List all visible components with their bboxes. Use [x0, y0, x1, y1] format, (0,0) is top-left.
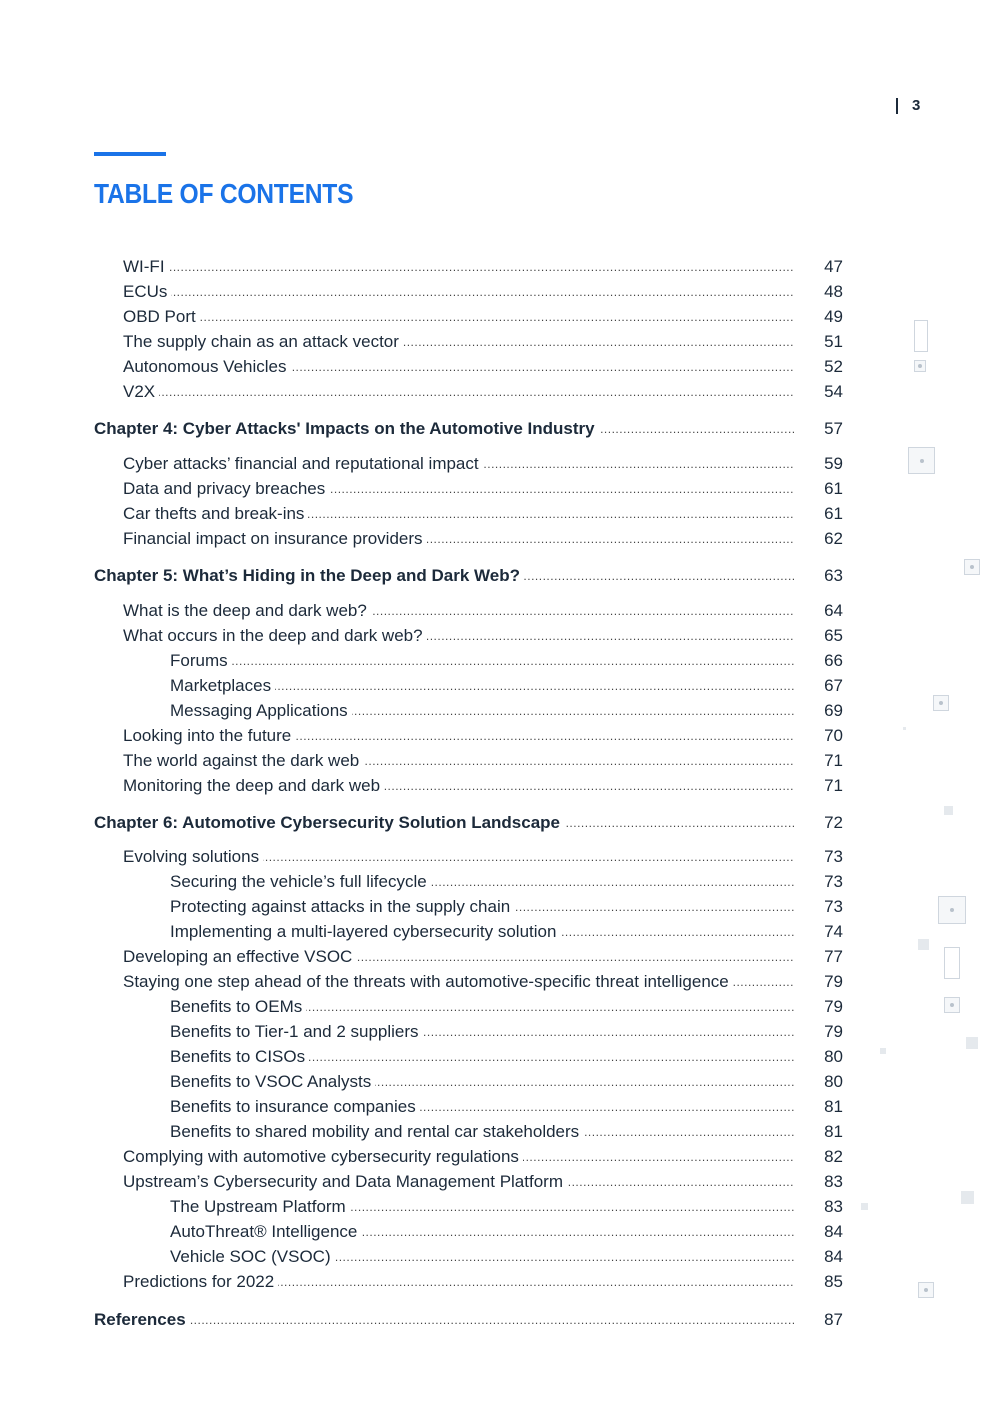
toc-entry-label: Protecting against attacks in the supply chain — [170, 896, 514, 918]
toc-entry-page: 70 — [824, 726, 843, 745]
toc-entry-page: 54 — [824, 382, 843, 401]
square-decoration-icon — [944, 806, 953, 815]
toc-subentry[interactable] — [170, 1121, 843, 1143]
toc-entry-label: Benefits to OEMs — [170, 996, 306, 1018]
toc-entry-page: 77 — [824, 947, 843, 966]
chip-decoration-icon — [914, 320, 928, 352]
toc-entry-label: Monitoring the deep and dark web — [123, 775, 384, 797]
toc-entry[interactable] — [123, 1171, 843, 1193]
toc-entry-page: 67 — [824, 676, 843, 695]
toc-subentry[interactable] — [170, 1196, 843, 1218]
toc-entry-page: 87 — [824, 1310, 843, 1329]
toc-entry-label: The world against the dark web — [123, 750, 363, 772]
square-decoration-icon — [964, 559, 980, 575]
toc-subentry[interactable] — [170, 996, 843, 1018]
toc-entry-page: 74 — [824, 922, 843, 941]
toc-subentry[interactable] — [170, 1221, 843, 1243]
toc-chapter-4[interactable] — [94, 418, 843, 440]
toc-entry-page: 80 — [824, 1047, 843, 1066]
toc-entry[interactable] — [123, 1146, 843, 1168]
toc-entry[interactable] — [123, 306, 843, 328]
toc-entry-page: 69 — [824, 701, 843, 720]
toc-subentry[interactable] — [170, 675, 843, 697]
toc-entry-label: Evolving solutions — [123, 846, 263, 868]
toc-entry-label: Data and privacy breaches — [123, 478, 329, 500]
toc-entry-page: 83 — [824, 1172, 843, 1191]
toc-entry[interactable] — [123, 453, 843, 475]
toc-entry-page: 63 — [824, 566, 843, 585]
toc-entry-page: 72 — [824, 813, 843, 832]
toc-entry-page: 49 — [824, 307, 843, 326]
toc-entry-page: 81 — [824, 1097, 843, 1116]
toc-entry-page: 48 — [824, 282, 843, 301]
toc-entry[interactable] — [123, 1271, 843, 1293]
toc-entry-page: 79 — [824, 972, 843, 991]
toc-entry-page: 71 — [824, 751, 843, 770]
square-decoration-icon — [914, 360, 926, 372]
toc-entry-label: Benefits to VSOC Analysts — [170, 1071, 375, 1093]
square-decoration-icon — [961, 1191, 974, 1204]
toc-entry-page: 83 — [824, 1197, 843, 1216]
dot-decoration-icon — [903, 727, 906, 730]
toc-entry-page: 51 — [824, 332, 843, 351]
toc-entry-page: 65 — [824, 626, 843, 645]
toc-entry-label: Upstream’s Cybersecurity and Data Management Platform — [123, 1171, 567, 1193]
toc-entry-label: Benefits to insurance companies — [170, 1096, 420, 1118]
square-decoration-icon — [966, 1037, 978, 1049]
toc-entry-label: What is the deep and dark web? — [123, 600, 371, 622]
title-accent-rule — [94, 152, 166, 156]
toc-entry-page: 61 — [824, 504, 843, 523]
toc-entry[interactable] — [123, 846, 843, 868]
toc-entry-page: 66 — [824, 651, 843, 670]
toc-subentry[interactable] — [170, 1046, 843, 1068]
dot-decoration-icon — [880, 1048, 886, 1054]
toc-entry-label: Cyber attacks’ financial and reputational impact — [123, 453, 483, 475]
square-decoration-icon — [918, 1282, 934, 1298]
toc-entry-label: Predictions for 2022 — [123, 1271, 278, 1293]
toc-entry-page: 79 — [824, 1022, 843, 1041]
toc-subentry[interactable] — [170, 1071, 843, 1093]
dot-leader — [170, 650, 794, 672]
toc-entry[interactable] — [123, 331, 843, 353]
toc-entry[interactable] — [123, 281, 843, 303]
toc-entry-label: Developing an effective VSOC — [123, 946, 356, 968]
toc-entry-label: Vehicle SOC (VSOC) — [170, 1246, 335, 1268]
square-decoration-icon — [944, 997, 960, 1013]
dot-leader — [123, 381, 794, 403]
toc-entry-page: 80 — [824, 1072, 843, 1091]
toc-entry-label: OBD Port — [123, 306, 200, 328]
toc-entry-label: Staying one step ahead of the threats with automotive-specific threat intelligence — [123, 971, 733, 993]
toc-entry-label: ECUs — [123, 281, 171, 303]
square-decoration-icon — [933, 695, 949, 711]
toc-entry-label: Implementing a multi-layered cybersecurity solution — [170, 921, 560, 943]
toc-entry[interactable] — [123, 478, 843, 500]
toc-subentry[interactable] — [170, 871, 843, 893]
square-decoration-icon — [908, 447, 935, 474]
toc-chapter-6[interactable] — [94, 812, 843, 834]
toc-entry-label: AutoThreat® Intelligence — [170, 1221, 361, 1243]
toc-entry-label: Benefits to shared mobility and rental car stakeholders — [170, 1121, 583, 1143]
toc-entry[interactable] — [123, 381, 843, 403]
toc-entry[interactable] — [123, 503, 843, 525]
toc-entry-page: 64 — [824, 601, 843, 620]
toc-chapter-label: Chapter 5: What’s Hiding in the Deep and Dark Web? — [94, 565, 524, 587]
toc-subentry[interactable] — [170, 650, 843, 672]
page-number-text: 3 — [912, 97, 921, 114]
dot-leader — [123, 256, 794, 278]
toc-entry-label: Autonomous Vehicles — [123, 356, 291, 378]
toc-entry-label: Benefits to CISOs — [170, 1046, 309, 1068]
toc-entry[interactable] — [123, 775, 843, 797]
toc-entry[interactable] — [123, 750, 843, 772]
toc-subentry[interactable] — [170, 1021, 843, 1043]
toc-entry-page: 59 — [824, 454, 843, 473]
toc-subentry[interactable] — [170, 1096, 843, 1118]
toc-entry-page: 61 — [824, 479, 843, 498]
toc-entry[interactable] — [123, 528, 843, 550]
toc-entry[interactable] — [123, 625, 843, 647]
toc-entry-page: 79 — [824, 997, 843, 1016]
toc-entry-label: Looking into the future — [123, 725, 295, 747]
toc-entry-page: 85 — [824, 1272, 843, 1291]
toc-entry-label: The Upstream Platform — [170, 1196, 350, 1218]
toc-entry-page: 73 — [824, 847, 843, 866]
toc-entry-label: What occurs in the deep and dark web? — [123, 625, 427, 647]
toc-chapter-label: Chapter 6: Automotive Cybersecurity Solution Landscape — [94, 812, 564, 834]
page-title: TABLE OF CONTENTS — [94, 178, 354, 209]
toc-entry[interactable] — [123, 256, 843, 278]
toc-entry-label: Financial impact on insurance providers — [123, 528, 427, 550]
toc-entry-label: Car thefts and break-ins — [123, 503, 308, 525]
toc-chapter-label: Chapter 4: Cyber Attacks' Impacts on the Automotive Industry — [94, 418, 599, 440]
page-number — [896, 97, 920, 114]
toc-entry-label: Complying with automotive cybersecurity regulations — [123, 1146, 523, 1168]
toc-entry-label: Benefits to Tier-1 and 2 suppliers — [170, 1021, 423, 1043]
toc-entry-page: 84 — [824, 1247, 843, 1266]
toc-entry-page: 82 — [824, 1147, 843, 1166]
page-number-divider — [896, 98, 898, 114]
toc-entry-label: Marketplaces — [170, 675, 275, 697]
dot-decoration-icon — [861, 1203, 868, 1210]
toc-entry[interactable] — [123, 600, 843, 622]
toc-entry-label: WI-FI — [123, 256, 169, 278]
toc-entry[interactable] — [123, 971, 843, 993]
toc-entry-page: 47 — [824, 257, 843, 276]
toc-entry-label: The supply chain as an attack vector — [123, 331, 403, 353]
dot-leader — [123, 281, 794, 303]
toc-entry-label: Forums — [170, 650, 232, 672]
toc-entry-page: 52 — [824, 357, 843, 376]
toc-subentry[interactable] — [170, 1246, 843, 1268]
toc-entry[interactable] — [123, 946, 843, 968]
toc-entry-page: 71 — [824, 776, 843, 795]
toc-entry-label: V2X — [123, 381, 159, 403]
toc-entry[interactable] — [123, 725, 843, 747]
toc-entry-page: 57 — [824, 419, 843, 438]
toc-entry-page: 62 — [824, 529, 843, 548]
dot-leader — [123, 306, 794, 328]
dot-leader — [94, 1309, 794, 1331]
toc-chapter-5[interactable] — [94, 565, 843, 587]
chip-decoration-icon — [944, 947, 960, 979]
square-decoration-icon — [938, 896, 966, 924]
toc-entry-page: 84 — [824, 1222, 843, 1241]
toc-subentry[interactable] — [170, 700, 843, 722]
toc-subentry[interactable] — [170, 921, 843, 943]
toc-entry-page: 73 — [824, 872, 843, 891]
toc-entry[interactable] — [123, 356, 843, 378]
toc-entry-page: 81 — [824, 1122, 843, 1141]
toc-entry-label: Messaging Applications — [170, 700, 352, 722]
toc-chapter-label: References — [94, 1309, 190, 1331]
toc-subentry[interactable] — [170, 896, 843, 918]
toc-entry-page: 73 — [824, 897, 843, 916]
toc-references[interactable] — [94, 1309, 843, 1331]
toc-entry-label: Securing the vehicle’s full lifecycle — [170, 871, 431, 893]
square-decoration-icon — [918, 939, 929, 950]
